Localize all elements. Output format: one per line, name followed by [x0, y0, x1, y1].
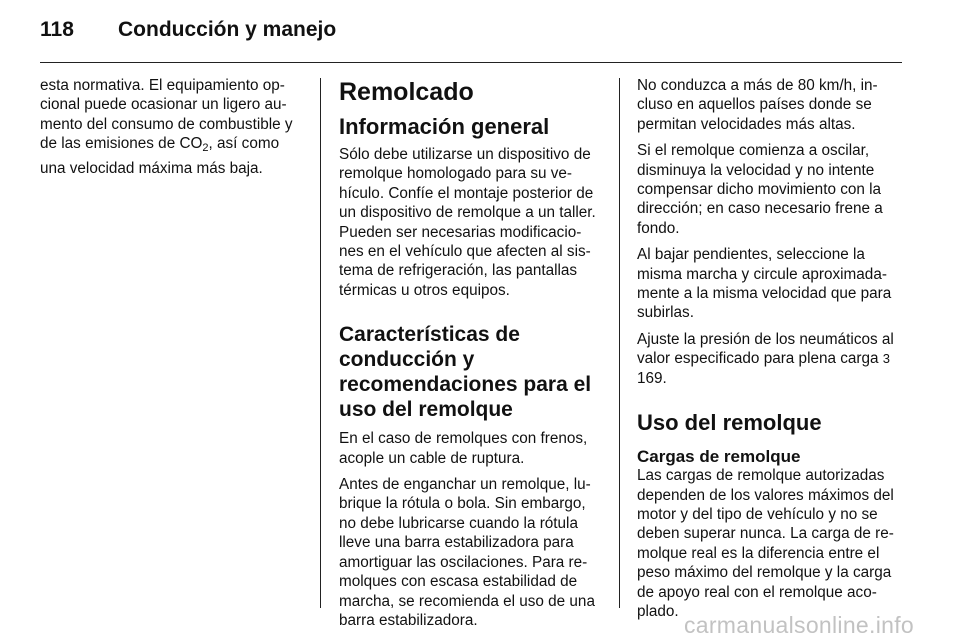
paragraph-cargas: Las cargas de remolque autorizadas dependen de los valores máximos del motor y del tipo de vehículo y no se deben superar nunca. La carga de re-molque real es la diferencia entre el peso máximo del remolque y la carga de apoyo real con el remolque aco-plado.	[637, 467, 894, 620]
subheading-cargas: Cargas de remolque	[637, 447, 801, 467]
heading-caracteristicas: Características de conducción y recomendaciones para el uso del remolque	[339, 323, 592, 422]
page-reference[interactable]: 169.	[637, 369, 667, 387]
paragraph-text: , así como una velocidad máxima más baja.	[40, 135, 280, 177]
paragraph-neumaticos	[637, 330, 903, 388]
paragraph-pendientes: Al bajar pendientes, seleccione la misma marcha y circule aproximada-mente a la misma velocidad que para subirlas.	[637, 246, 892, 322]
paragraph-frenos: En el caso de remolques con frenos, acople un cable de ruptura.	[339, 430, 588, 467]
page-number: 118	[40, 18, 74, 41]
paragraph-velocidad: No conduzca a más de 80 km/h, in-cluso en aquellos países donde se permitan velocidades más altas.	[637, 77, 878, 133]
paragraph-text: Ajuste la presión de los neumáticos al valor especificado para plena carga	[637, 330, 894, 368]
heading-uso-remolque: Uso del remolque	[637, 410, 822, 436]
heading-informacion-general: Información general	[339, 114, 550, 139]
column-divider	[619, 78, 620, 608]
column-1	[40, 76, 306, 185]
subscript: 2	[202, 142, 209, 155]
column-divider	[320, 78, 321, 608]
watermark: carmanualsonline.info	[683, 612, 914, 638]
chapter-title: Conducción y manejo	[118, 18, 337, 41]
paragraph-oscilar: Si el remolque comienza a oscilar, disminuya la velocidad y no intente compensar dicho movimiento con la dirección; en caso necesario frene a fondo.	[637, 142, 883, 237]
header-divider	[40, 62, 902, 63]
paragraph-general-info: Sólo debe utilizarse un dispositivo de remolque homologado para su ve-hículo. Confíe el montaje posterior de un dispositivo de remolque a un taller. Pueden ser necesarias modificacio-nes en el vehículo que afecten al sis-tema de refrigeración, las pantallas térmicas u otros equipos.	[339, 146, 596, 299]
page-ref-icon[interactable]: 3	[882, 351, 890, 367]
paragraph-rotula: Antes de enganchar un remolque, lu-brique la rótula o bola. Sin embargo, no debe lubricarse cuando la rótula lleve una barra estabilizadora para amortiguar las oscilaciones. Para re-molques con escasa estabilidad de marcha, se recomienda el uso de una barra estabilizadora.	[339, 476, 595, 629]
column-2	[339, 76, 605, 637]
column-3	[637, 76, 903, 628]
page-header	[40, 14, 902, 48]
paragraph-text: esta normativa. El equipamiento op-cional puede ocasionar un ligero au-mento del consumo de combustible y de las emisiones de CO	[40, 77, 293, 153]
paragraph-emissions	[40, 76, 306, 178]
section-title-remolcado: Remolcado	[339, 78, 474, 106]
